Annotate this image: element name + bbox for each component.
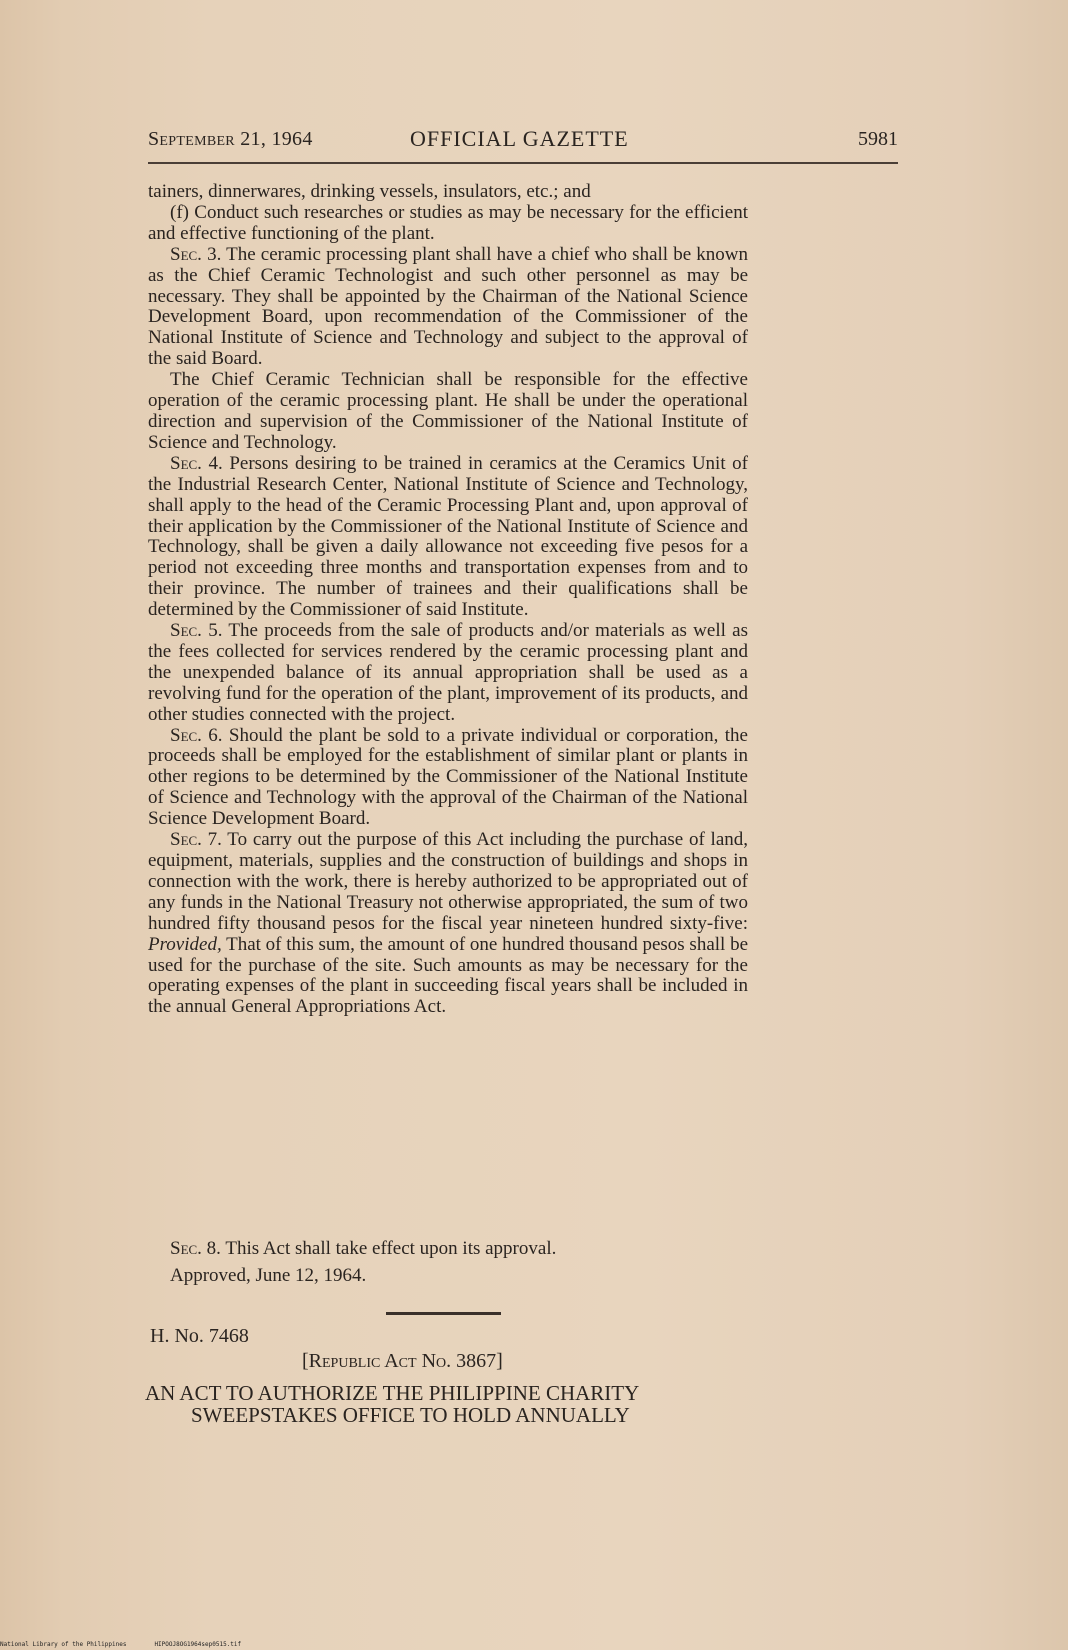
approval-date: Approved, June 12, 1964. [170, 1265, 367, 1286]
running-header [148, 124, 898, 154]
scan-footer [0, 1641, 241, 1648]
section-label: Sec. 3. [170, 243, 222, 265]
paragraph-sec-3: Sec. 3. The ceramic processing plant shall have a chief who shall be known as the Chief Ceramic Technologist and such other personnel as may be necessary. They shall be appointed by the Chairman of the National Science Development Board, upon recommendation of the Commissioner of the National Institute of Science and Technology and subject to the approval of the said Board. [148, 243, 748, 370]
paragraph-sec-7: Sec. 7. To carry out the purpose of this Act including the purchase of land, equipment, materials, supplies and the construction of buildings and shops in connection with the work, there is hereby authorized to be appropriated out of any funds in the National Treasury not otherwise appropriated, the sum of two hundred fifty thousand pesos for the fiscal year nineteen hundred sixty-five: Provided, That of this sum, the amount of one hundred thousand pesos shall be used for the purchase of the site. Such amounts as may be necessary for the operating expenses of the plant in succeeding fiscal years shall be included in the annual General Appropriations Act. [148, 829, 748, 1018]
paragraph: The Chief Ceramic Technician shall be responsible for the effective operation of the ceramic processing plant. He shall be under the operational direction and supervision of the Commissioner of the National Institute of Science and Technology. [148, 369, 748, 453]
section-divider [386, 1312, 501, 1315]
header-title: OFFICIAL GAZETTE [410, 126, 629, 151]
paragraph-sec-4: Sec. 4. Persons desiring to be trained in ceramics at the Ceramics Unit of the Industrial Research Center, National Institute of Science and Technology, shall apply to the head of the Ceramic Processing Plant and, upon approval of their application by the Commissioner of the National Institute of Science and Technology, shall be given a daily allowance not exceeding five pesos for a period not exceeding three months and transportation expenses from and to their province. The number of trainees and their qualifications shall be determined by the Commissioner of said Institute. [148, 452, 748, 621]
paragraph-sec-6: Sec. 6. Should the plant be sold to a private individual or corporation, the proceeds shall be employed for the establishment of similar plant or plants in other regions to be determined by the Commissioner of the National Institute of Science and Technology with the approval of the Chairman of the National Science Development Board. [148, 724, 748, 830]
section-label: Sec. 5. [170, 620, 223, 642]
house-number: H. No. 7468 [150, 1325, 249, 1347]
section-label: Sec. 7. [170, 829, 222, 851]
header-rule [148, 162, 898, 164]
page-number: 5981 [858, 128, 898, 150]
paragraph: tainers, dinnerwares, drinking vessels, insulators, etc.; and [148, 181, 591, 202]
paragraph-sec-5: Sec. 5. The proceeds from the sale of products and/or materials as well as the fees collected for services rendered by the ceramic processing plant and the unexpended balance of its annual appropriation shall be used as a revolving fund for the operation of the plant, improvement of its products, and other studies connected with the project. [148, 620, 749, 725]
act-title-line: AN ACT TO AUTHORIZE THE PHILIPPINE CHARITY [145, 1381, 640, 1405]
act-title-line: SWEEPSTAKES OFFICE TO HOLD ANNUALLY [191, 1403, 630, 1427]
header-date: September 21, 1964 [148, 128, 313, 150]
footer-source: National Library of the Philippines [0, 1641, 127, 1648]
section-label: Sec. 6. [170, 724, 223, 746]
republic-act-number: [Republic Act No. 3867] [302, 1350, 503, 1372]
paragraph-sec-8: Sec. 8. This Act shall take effect upon its approval. [170, 1238, 557, 1259]
body-text [148, 182, 748, 1018]
paragraph: (f) Conduct such researches or studies as may be necessary for the efficient and effective functioning of the plant. [148, 201, 748, 244]
act-title [145, 1382, 755, 1426]
proviso-italic: Provided, [148, 933, 222, 955]
section-label: Sec. 4. [170, 452, 223, 474]
footer-file: HIPOOJ8OG1964sep0515.tif [154, 1641, 242, 1648]
section-label: Sec. 8. [170, 1238, 221, 1259]
